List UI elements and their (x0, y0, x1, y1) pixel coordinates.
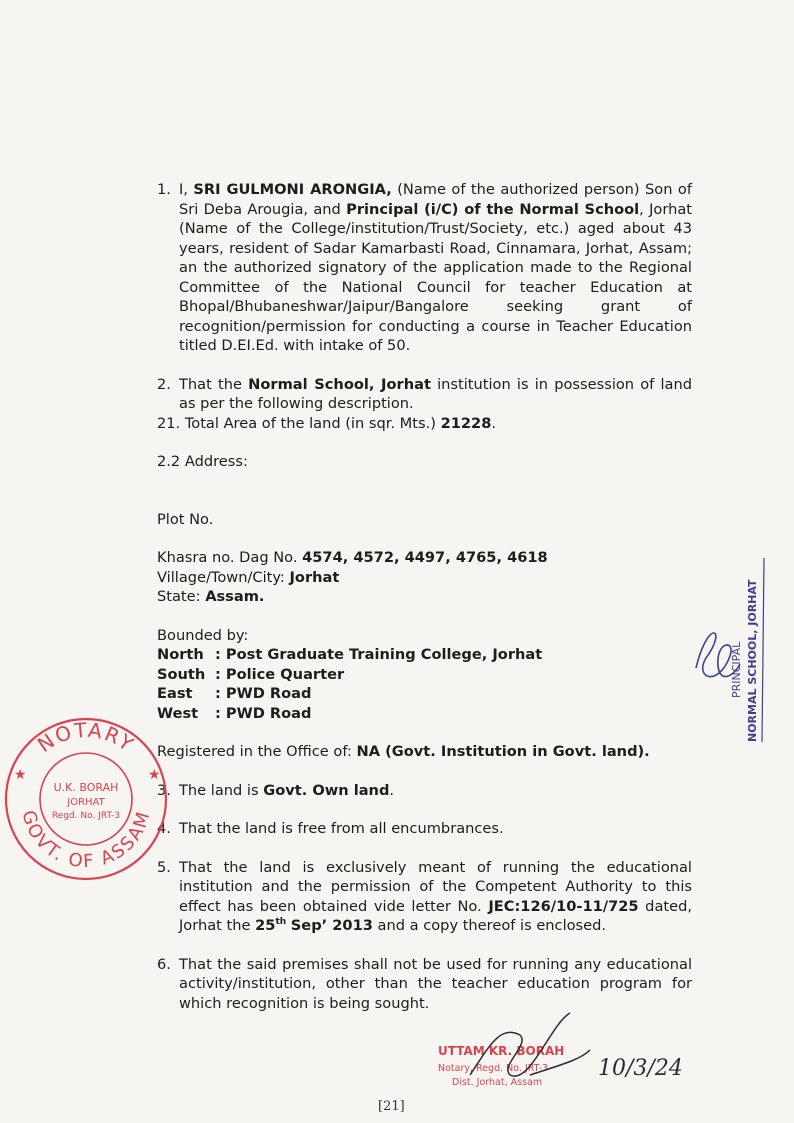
principal-school: NORMAL SCHOOL, JORHAT (746, 579, 759, 742)
boundary-label: North (157, 646, 204, 663)
institution-name: Normal School, Jorhat (248, 375, 431, 393)
registered-line: Registered in the Office of: NA (Govt. Institution in Govt. land). (157, 743, 650, 760)
land-area: 21228 (440, 414, 492, 432)
state-value: Assam. (205, 588, 265, 605)
item-5: 5. That the land is exclusively meant of running the educational institution and the permission of the Competent Authority to this effect has been obtained vide letter No. JEC:126/10-11/725 dated, Jorhat the 25th Sep’ 2013 and a copy thereof is enclosed. (157, 858, 692, 934)
declaration-body (157, 180, 692, 1013)
boundary-label: South (157, 665, 206, 683)
item-6: 6. That the said premises shall not be used for running any educational activity/institution, other than the teacher education program for which recognition is being sought. (157, 955, 692, 1012)
boundary-value: : PWD Road (215, 685, 312, 702)
item-text: (Name of the authorized person) Son of Sri Deba Arougia, and (179, 181, 692, 218)
notary-signature-stamp (430, 1005, 700, 1095)
boundary-value: : Police Quarter (215, 665, 345, 683)
item-2-1: 21. Total Area of the land (in sqr. Mts.) 21228. (157, 414, 496, 432)
item-4: 4. That the land is free from all encumbrances. (157, 820, 504, 837)
signature-date: 10/3/24 (598, 1056, 683, 1081)
item-2 (157, 375, 692, 414)
item-number: 5. (157, 858, 171, 876)
plot-no: Plot No. (157, 510, 214, 528)
bounded-heading: Bounded by: (157, 626, 249, 644)
item-number: 2. (157, 375, 171, 393)
boundary-value: : PWD Road (215, 704, 312, 722)
registration-office: NA (Govt. Institution in Govt. land). (356, 743, 650, 760)
item-number: 3. (157, 781, 171, 799)
item-text: I, (179, 181, 194, 198)
item-3: 3. The land is Govt. Own land. (157, 781, 395, 799)
notary-seal-bottom-text: GOVT. OF ASSAM (17, 807, 155, 873)
item-text: , Jorhat (Name of the College/institution/Trust/Society, etc.) aged about 43 years, resident of Sadar Kamarbasti Road, Cinnamara, Jorhat, Assam; an the authorized signatory of the application made to the Regional Committee of the National Council for teacher Education at Bhopal/Bhubaneshwar/Jaipur/Bangalore seeking grant of recognition/permission for conducting a course in Teacher Education titled D.EI.Ed. with intake of 50. (179, 200, 692, 354)
dag-numbers: 4574, 4572, 4497, 4765, 4618 (302, 549, 548, 566)
notary-reg: Regd. No. JRT-3 (51, 811, 121, 821)
item-text: That the (179, 375, 249, 393)
boundary-value: : Post Graduate Training College, Jorhat (215, 646, 543, 663)
designation: Principal (i/C) of the Normal School (346, 200, 640, 218)
khasra-line: Khasra no. Dag No. 4574, 4572, 4497, 4765, 4618 (157, 549, 548, 566)
notary-seal-top-text: NOTARY (32, 717, 140, 758)
letter-day: 25 (255, 917, 276, 934)
person-name: SRI GULMONI ARONGIA, (193, 181, 392, 198)
page-number: [21] (378, 1099, 405, 1114)
notary-seal (2, 707, 170, 889)
item-number: 1. (157, 181, 171, 198)
notary-stamp-district: Dist. Jorhat, Assam (452, 1077, 543, 1088)
address-heading: 2.2 Address: (157, 453, 248, 470)
letter-month-year: Sep’ 2013 (290, 917, 373, 934)
principal-title: PRINCIPAL (730, 641, 743, 698)
item-text: 21. Total Area of the land (in sqr. Mts.) (157, 414, 441, 432)
boundary-label: East (157, 685, 193, 702)
principal-stamp (688, 548, 772, 744)
item-number: 6. (157, 955, 171, 973)
letter-number: JEC:126/10-11/725 (488, 897, 639, 915)
village-line: Village/Town/City: Jorhat (157, 568, 340, 586)
boundary-label: West (157, 704, 199, 722)
boundaries (157, 645, 692, 723)
item-1 (157, 180, 692, 356)
star-icon: ★ (148, 767, 161, 783)
notary-name: U.K. BORAH (53, 781, 119, 794)
item-text: institution is in possession of land as per the following description. (179, 375, 692, 412)
star-icon: ★ (14, 767, 27, 783)
notary-place: JORHAT (67, 797, 105, 808)
village-value: Jorhat (289, 568, 340, 586)
state-line: State: Assam. (157, 588, 265, 605)
item-number: 4. (157, 820, 171, 837)
notary-stamp-reg: Notary, Regd. No. JRT-3 (438, 1063, 549, 1074)
land-type: Govt. Own land (263, 781, 390, 799)
notary-stamp-name: UTTAM KR. BORAH (438, 1044, 565, 1058)
